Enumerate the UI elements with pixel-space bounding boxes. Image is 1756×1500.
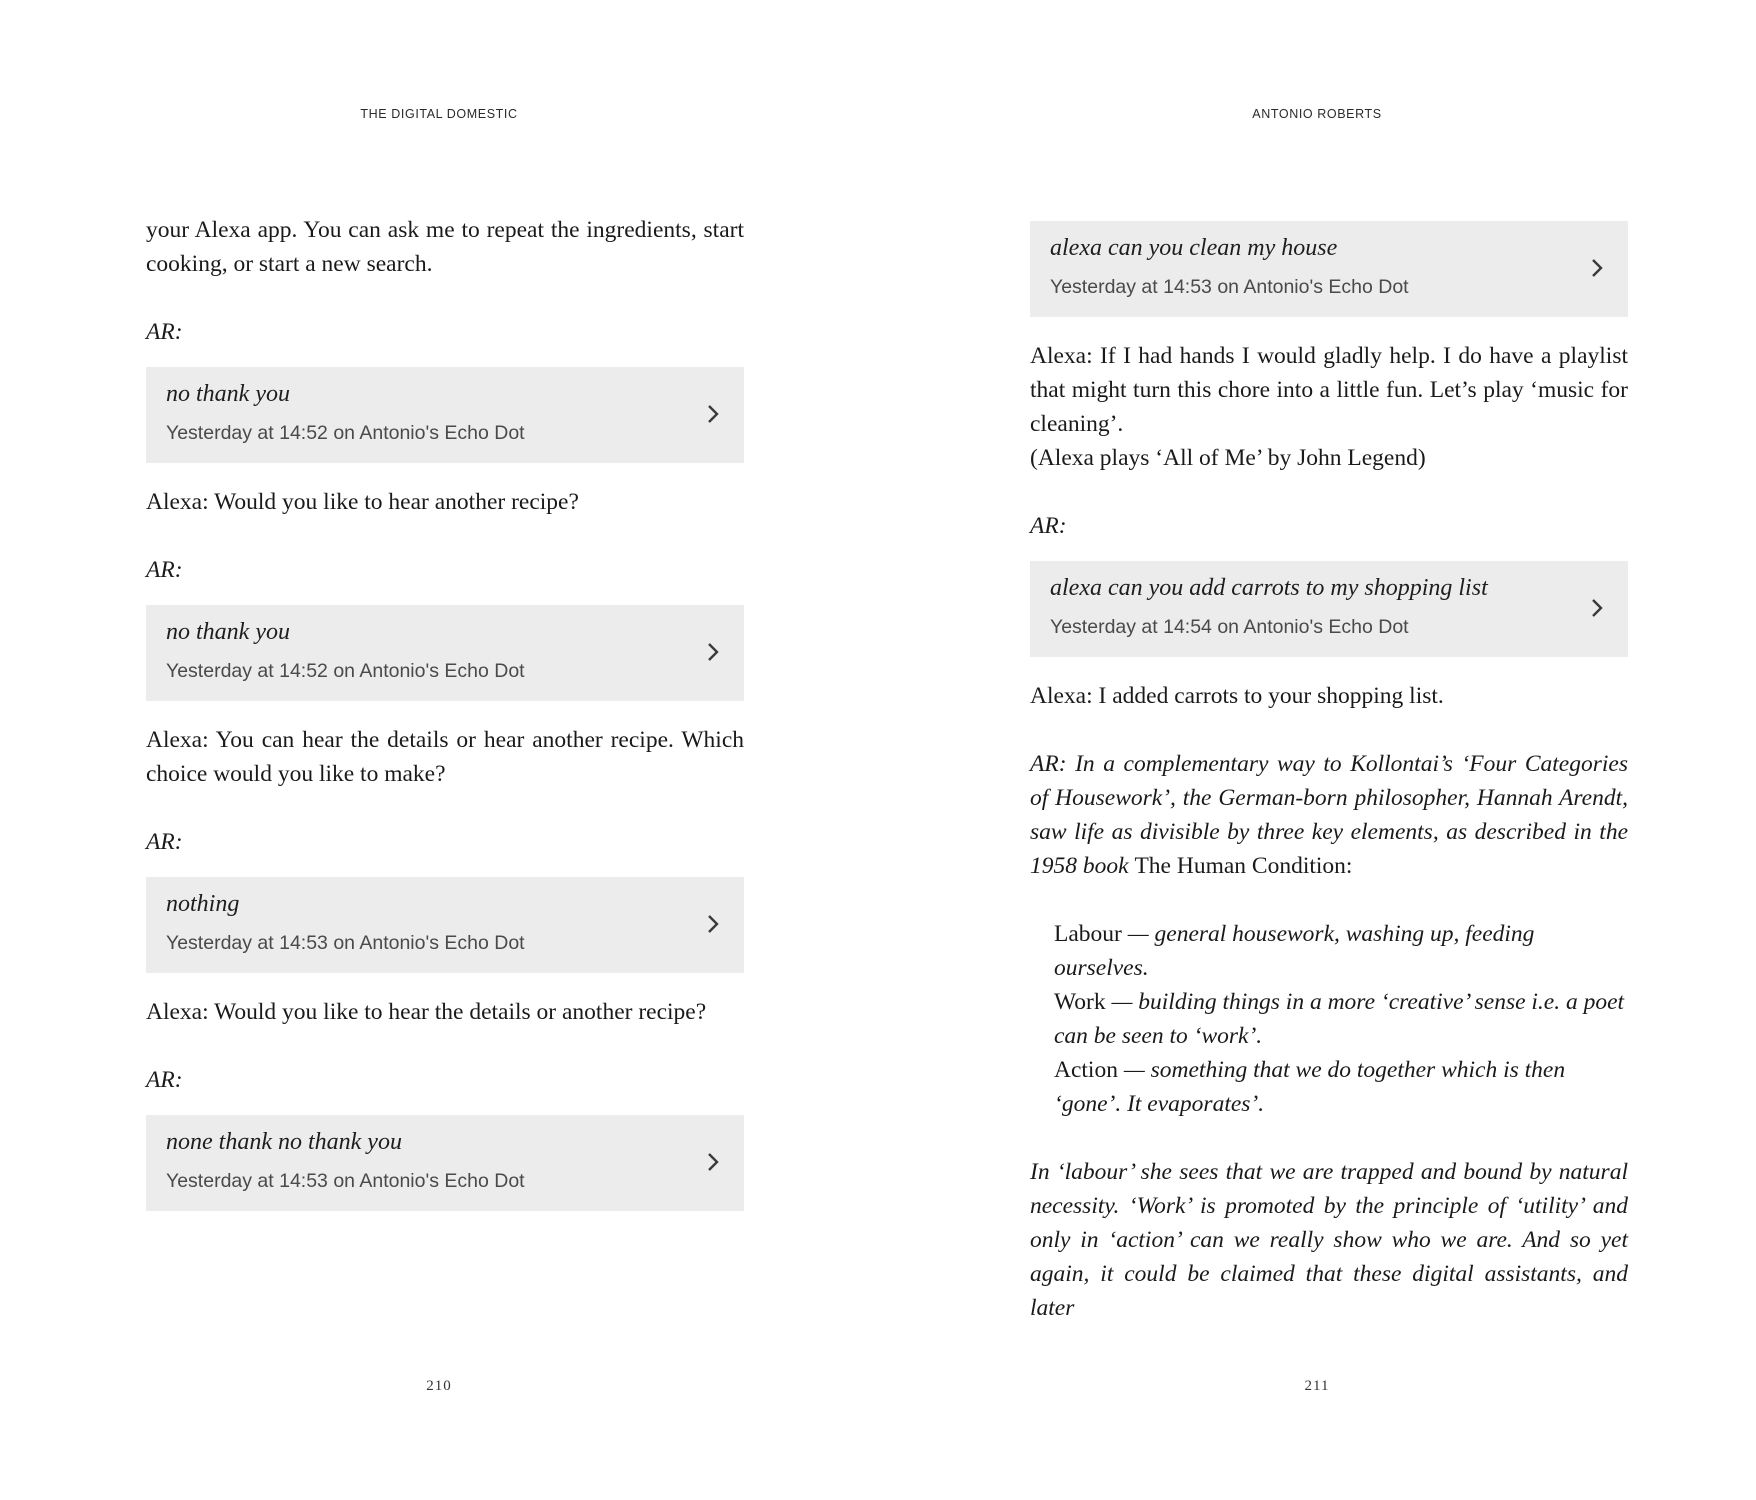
utterance-text: alexa can you add carrots to my shopping list xyxy=(1050,575,1488,601)
utterance-card[interactable] xyxy=(146,605,744,701)
definition-text: — general housework, washing up, feeding ourselves. xyxy=(1054,921,1535,981)
intro-paragraph: your Alexa app. You can ask me to repeat the ingredients, start cooking, or start a new search. xyxy=(146,217,744,277)
running-head-right: ANTONIO ROBERTS xyxy=(1252,107,1382,121)
utterance-text: none thank no thank you xyxy=(166,1129,402,1155)
chevron-right-icon[interactable] xyxy=(1590,257,1604,279)
alexa-reply-note: (Alexa plays ‘All of Me’ by John Legend) xyxy=(1030,445,1426,471)
definition-item xyxy=(1054,985,1628,1053)
page-number-right: 211 xyxy=(1304,1378,1330,1394)
right-column xyxy=(1030,221,1628,1325)
chevron-right-icon[interactable] xyxy=(706,403,720,425)
right-page xyxy=(878,0,1756,1500)
utterance-card[interactable] xyxy=(146,367,744,463)
chevron-right-icon[interactable] xyxy=(706,641,720,663)
utterance-meta: Yesterday at 14:53 on Antonio's Echo Dot xyxy=(1050,276,1409,298)
definition-term: Action xyxy=(1054,1057,1118,1083)
ar-label: AR: xyxy=(146,829,183,855)
utterance-card[interactable] xyxy=(146,877,744,973)
alexa-reply: Alexa: Would you like to hear another recipe? xyxy=(146,489,579,515)
left-column xyxy=(146,213,744,1233)
utterance-text: nothing xyxy=(166,891,240,917)
utterance-meta: Yesterday at 14:52 on Antonio's Echo Dot xyxy=(166,422,525,444)
utterance-meta: Yesterday at 14:52 on Antonio's Echo Dot xyxy=(166,660,525,682)
essay-paragraph xyxy=(1030,747,1628,883)
definition-term: Work xyxy=(1054,989,1106,1015)
definition-term: Labour xyxy=(1054,921,1122,947)
book-title: The Human Condition: xyxy=(1134,853,1353,879)
page-number-left: 210 xyxy=(426,1378,452,1394)
definition-text: — building things in a more ‘creative’ sense i.e. a poet can be seen to ‘work’. xyxy=(1054,989,1625,1049)
definition-item xyxy=(1054,1053,1628,1121)
chevron-right-icon[interactable] xyxy=(706,913,720,935)
chevron-right-icon[interactable] xyxy=(1590,597,1604,619)
ar-label: AR: xyxy=(1030,513,1067,539)
utterance-card[interactable] xyxy=(1030,221,1628,317)
definition-item xyxy=(1054,917,1628,985)
alexa-reply: Alexa: If I had hands I would gladly help. I do have a playlist that might turn this chore into a little fun. Let’s play ‘music for cleaning’. xyxy=(1030,343,1628,437)
ar-label: AR: xyxy=(146,319,183,345)
utterance-card[interactable] xyxy=(146,1115,744,1211)
utterance-meta: Yesterday at 14:54 on Antonio's Echo Dot xyxy=(1050,616,1409,638)
utterance-card[interactable] xyxy=(1030,561,1628,657)
running-head-left: THE DIGITAL DOMESTIC xyxy=(360,107,518,121)
utterance-text: alexa can you clean my house xyxy=(1050,235,1338,261)
definition-list xyxy=(1030,917,1628,1121)
ar-label: AR: xyxy=(146,557,183,583)
utterance-meta: Yesterday at 14:53 on Antonio's Echo Dot xyxy=(166,1170,525,1192)
chevron-right-icon[interactable] xyxy=(706,1151,720,1173)
alexa-reply: Alexa: I added carrots to your shopping list. xyxy=(1030,683,1444,709)
ar-label: AR: xyxy=(146,1067,183,1093)
essay-closing: In ‘labour’ she sees that we are trapped and bound by natural necessity. ‘Work’ is promoted by the principle of ‘utility’ and only in ‘action’ can we really show who we are. And so yet again, it could be claimed that these digital assistants, and later xyxy=(1030,1159,1628,1321)
alexa-reply: Alexa: You can hear the details or hear another recipe. Which choice would you like to make? xyxy=(146,727,744,787)
utterance-text: no thank you xyxy=(166,619,290,645)
alexa-reply: Alexa: Would you like to hear the details or another recipe? xyxy=(146,999,707,1025)
utterance-text: no thank you xyxy=(166,381,290,407)
definition-text: — something that we do together which is then ‘gone’. It evaporates’. xyxy=(1054,1057,1566,1117)
utterance-meta: Yesterday at 14:53 on Antonio's Echo Dot xyxy=(166,932,525,954)
essay-intro: AR: In a complementary way to Kollontai’s ‘Four Categories of Housework’, the German-born philosopher, Hannah Arendt, saw life as divisible by three key elements, as described in the 1958 book xyxy=(1030,751,1628,879)
